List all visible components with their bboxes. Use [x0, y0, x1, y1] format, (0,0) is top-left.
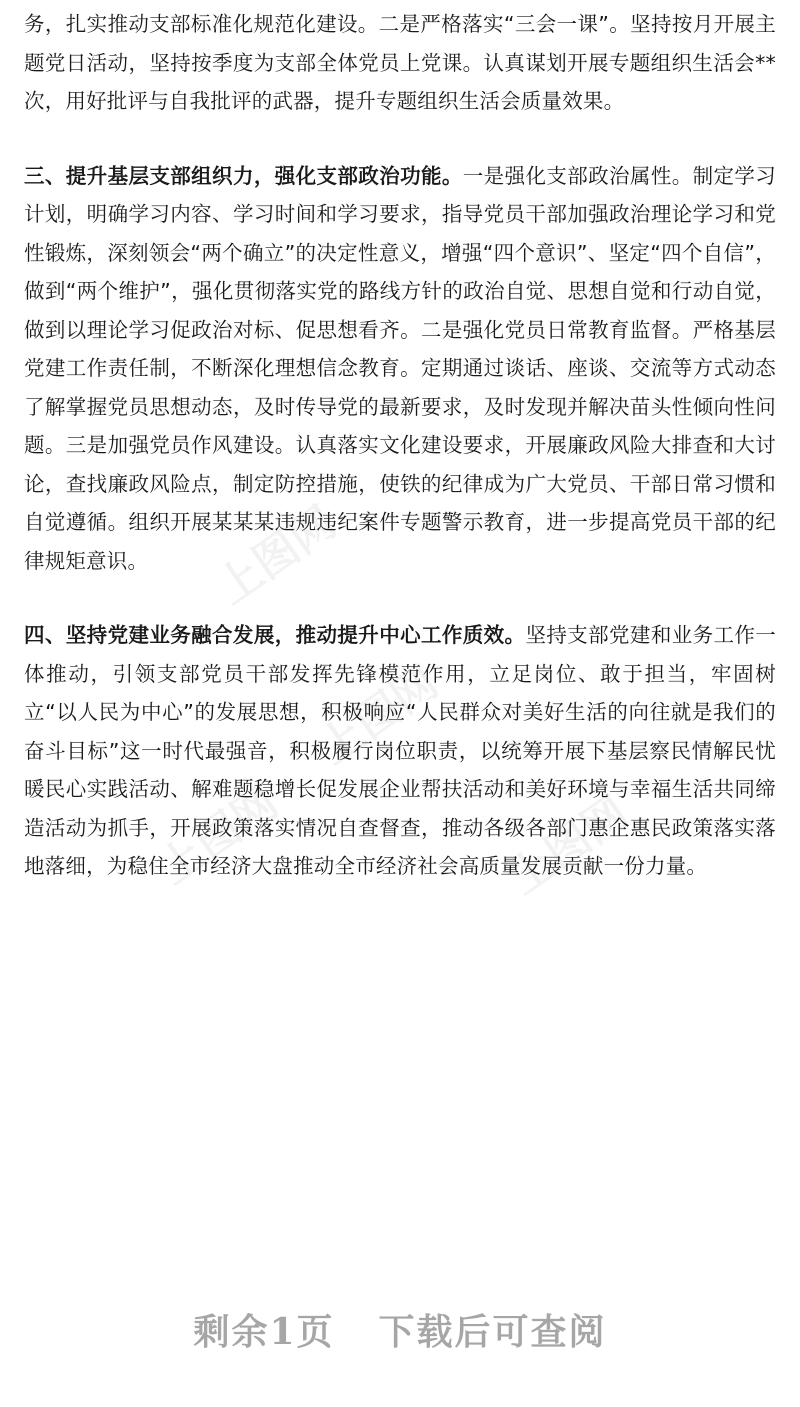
download-prompt[interactable] — [0, 1304, 800, 1355]
document-body — [24, 0, 776, 886]
section-4-text: 坚持支部党建和业务工作一体推动，引领支部党员干部发挥先锋模范作用，立足岗位、敢于担当，牢固树立“以人民为中心”的发展思想，积极响应“人民群众对美好生活的向往就是我们的奋斗目标”这一时代最强音，积极履行岗位职责，以统筹开展下基层察民情解民忧暖民心实践活动、解难题稳增长促发展企业帮扶活动和美好环境与幸福生活共同缔造活动为抓手，开展政策落实情况自查督查，推动各级各部门惠企惠民政策落实落地落细，为稳住全市经济大盘推动全市经济社会高质量发展贡献一份力量。 — [24, 623, 776, 878]
section-3-heading: 三、提升基层支部组织力，强化支部政治功能。 — [24, 163, 463, 188]
paragraph-section-4 — [24, 616, 776, 886]
watermark: 上图网 — [207, 496, 346, 615]
section-3-text: 一是强化支部政治属性。制定学习计划，明确学习内容、学习时间和学习要求，指导党员干部加强政治理论学习和党性锻炼，深刻领会“两个确立”的决定性意义，增强“四个意识”、坚定“四个自信”，做到“两个维护”，强化贯彻落实党的路线方针的政治自觉、思想自觉和行动自觉，做到以理论学习促政治对标、促思想看齐。二是强化党员日常教育监督。严格基层党建工作责任制，不断深化理想信念教育。定期通过谈话、座谈、交流等方式动态了解掌握党员思想动态，及时传导党的最新要求，及时发现并解决苗头性倾向性问题。三是加强党员作风建设。认真落实文化建设要求，开展廉政风险大排查和大讨论，查找廉政风险点，制定防控措施，使铁的纪律成为广大党员、干部日常习惯和自觉遵循。组织开展某某某违规违纪案件专题警示教育，进一步提高党员干部的纪律规矩意识。 — [24, 163, 776, 573]
section-4-heading: 四、坚持党建业务融合发展，推动提升中心工作质效。 — [24, 623, 526, 647]
watermark: 上图网 — [499, 786, 638, 905]
watermark: 上图网 — [309, 656, 448, 775]
remaining-pages-label: 剩余1页 — [193, 1311, 335, 1353]
paragraph-section-3 — [24, 157, 776, 581]
download-to-view-label: 下载后可查阅 — [378, 1311, 607, 1353]
watermark: 上图网 — [149, 776, 288, 895]
paragraph-continuation — [24, 0, 776, 121]
paragraph-text: 务，扎实推动支部标准化规范化建设。二是严格落实“三会一课”。坚持按月开展主题党日活动，坚持按季度为支部全体党员上党课。认真谋划开展专题组织生活会**次，用好批评与自我批评的武器，提升专题组织生活会质量效果。 — [24, 12, 776, 113]
